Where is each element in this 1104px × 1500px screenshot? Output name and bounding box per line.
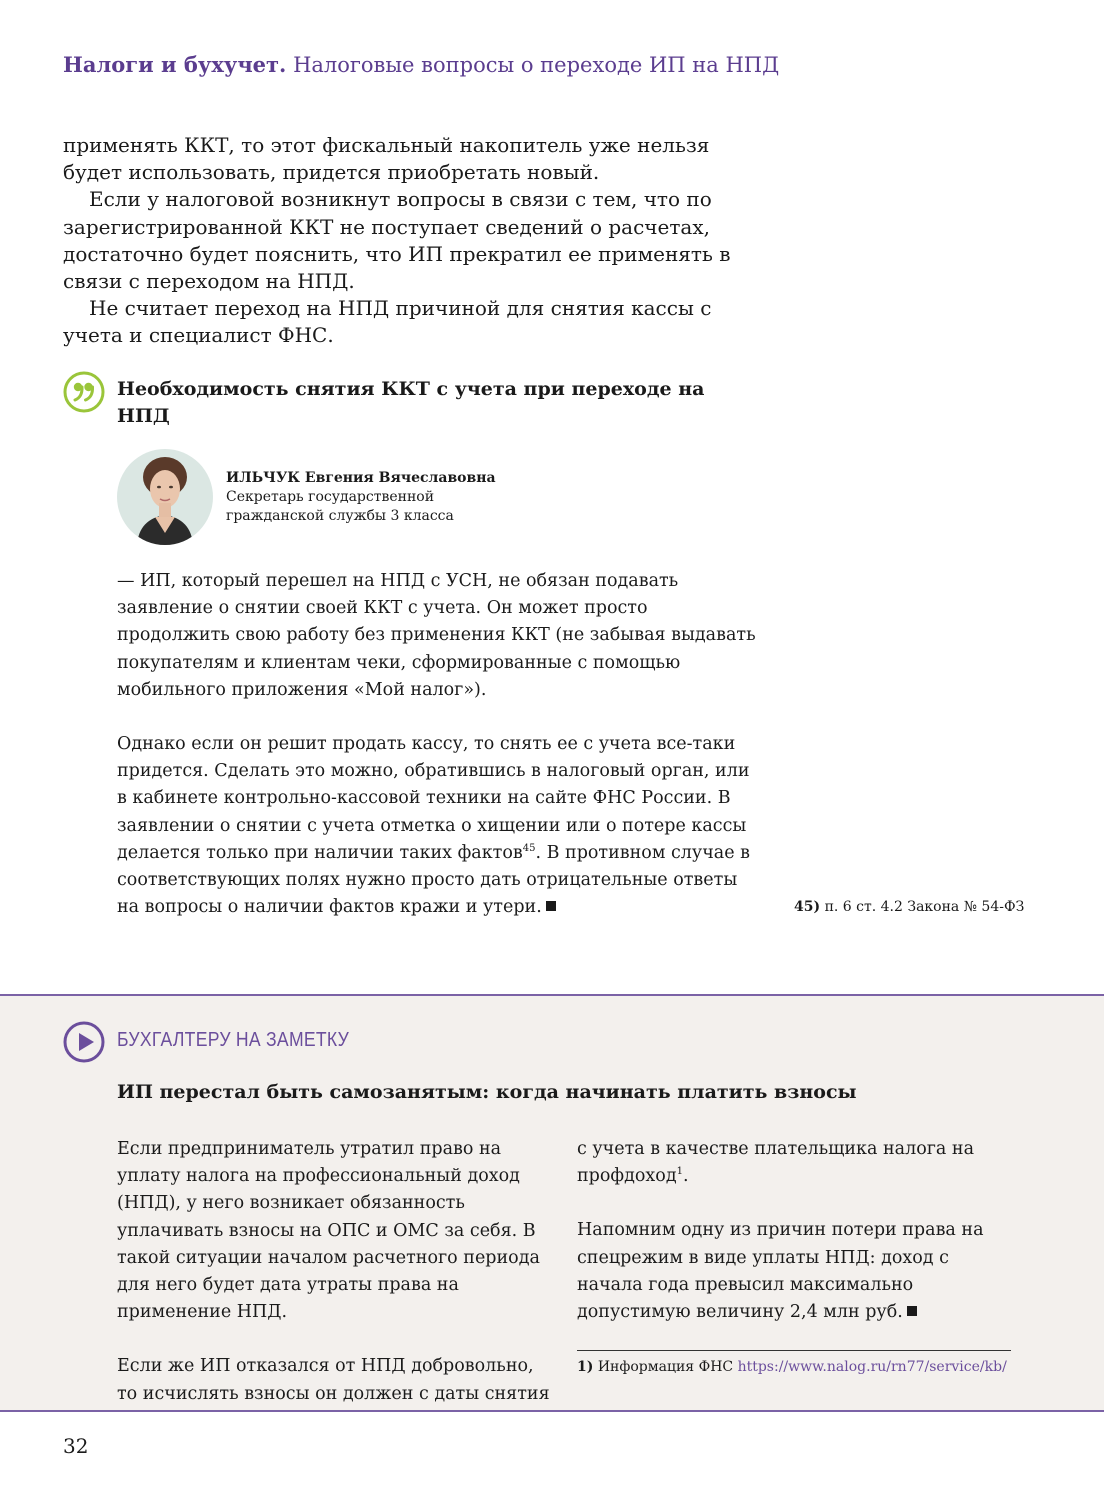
box-right-paragraph-1: с учета в качестве плательщика налога на профдоход$^1$. (577, 1139, 975, 1187)
footnote-ref-1: 1 (676, 1166, 683, 1178)
box-footnote-link[interactable]: https://www.nalog.ru/rn77/service/kb/ (737, 1359, 1007, 1375)
quote-paragraph-1: — ИП, который перешел на НПД с УСН, не обязан подавать заявление о снятии своей ККТ с учета. Он может просто продолжить свою работу без применения ККТ (не забывая выдавать покупателям и клиентам чеки, сформированные с помощью мобильного приложения «Мой налог»). (117, 571, 756, 700)
header-section: Налоги и бухучет. (63, 52, 287, 77)
box-footnote-text: Информация ФНС (597, 1359, 734, 1375)
box-column-left (117, 1136, 557, 1408)
expert-quote-body (117, 568, 757, 921)
expert-info (226, 469, 496, 526)
side-footnote-number: 45) (794, 899, 821, 915)
box-right-paragraph-2: Напомним одну из причин потери права на спецрежим в виде уплаты НПД: доход с начала года превысил максимально допустимую величину 2,4 млн руб. (577, 1220, 984, 1323)
box-footnote (577, 1359, 1007, 1375)
box-left-paragraph-2: Если же ИП отказался от НПД добровольно, то исчислять взносы он должен с даты снятия (117, 1356, 550, 1404)
article-paragraph-2: Если у налоговой возникнут вопросы в связи с тем, что по зарегистрированной ККТ не поступает сведений о расчетах, достаточно будет пояснить, что ИП прекратил ее применять в связи с переходом на НПД. (63, 187, 731, 294)
end-mark-icon (546, 901, 556, 911)
play-icon (63, 1021, 105, 1063)
expert-avatar (117, 449, 213, 545)
quote-paragraph-2: Однако если он решит продать кассу, то снять ее с учета все-таки придется. Сделать это можно, обратившись в налоговый орган, или в кабинете контрольно-кассовой техники на сайте ФНС России. В заявлении о снятии с учета отметка о хищении или о потере кассы делается только при наличии таких фактов$^{45}$. В противном случае в соответствующих полях нужно просто дать отрицательные ответы на вопросы о наличии фактов кражи и утери. (117, 734, 750, 918)
article-body (63, 132, 743, 350)
box-footnote-number: 1) (577, 1359, 594, 1375)
footnote-divider (577, 1350, 1011, 1351)
side-footnote (794, 899, 1024, 915)
expert-position-line-2: гражданской службы 3 класса (226, 508, 454, 524)
side-footnote-text: п. 6 ст. 4.2 Закона № 54-ФЗ (824, 899, 1025, 915)
expert-name: ИЛЬЧУК Евгения Вячеславовна (226, 470, 496, 486)
quote-icon (63, 371, 105, 413)
article-paragraph-3: Не считает переход на НПД причиной для снятия кассы с учета и специалист ФНС. (63, 296, 712, 348)
footnote-ref-45: 45 (522, 843, 536, 854)
article-paragraph-1: применять ККТ, то этот фискальный накопитель уже нельзя будет использовать, придется приобретать новый. (63, 133, 710, 185)
box-column-right (577, 1136, 1017, 1326)
page-number: 32 (63, 1434, 89, 1458)
expert-quote-title: Необходимость снятия ККТ с учета при переходе на НПД (117, 378, 705, 427)
box-label: БУХГАЛТЕРУ НА ЗАМЕТКУ (117, 1029, 350, 1051)
header-title: Налоговые вопросы о переходе ИП на НПД (293, 53, 780, 77)
end-mark-icon (907, 1306, 917, 1316)
running-header (63, 52, 779, 77)
expert-position-line-1: Секретарь государственной (226, 489, 435, 505)
box-title: ИП перестал быть самозанятым: когда начинать платить взносы (117, 1081, 857, 1103)
box-left-paragraph-1: Если предприниматель утратил право на уплату налога на профессиональный доход (НПД), у него возникает обязанность уплачивать взносы на ОПС и ОМС за себя. В такой ситуации началом расчетного периода для него будет дата утраты права на применение НПД. (117, 1139, 540, 1323)
